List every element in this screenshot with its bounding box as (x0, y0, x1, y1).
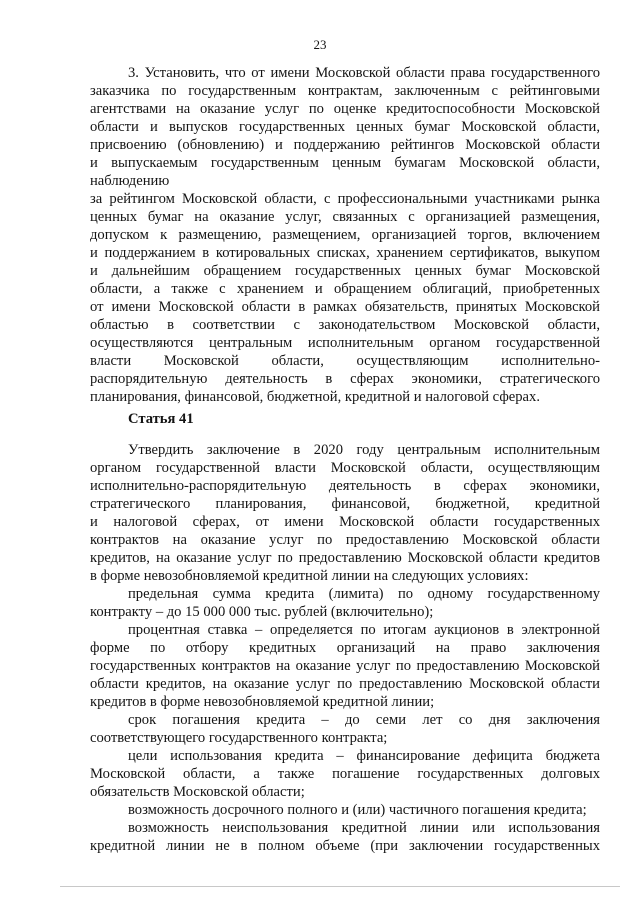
text-line: срок погашения кредита – до семи лет со дня заключения (128, 712, 600, 728)
text-line: возможность досрочного полного и (или) частичного погашения кредита; (128, 802, 587, 818)
text-line: и поддержанием в котировальных списках, хранением сертификатов, выкупом (90, 245, 600, 261)
text-line: ценных бумаг на оказание услуг, связанных с организацией размещения, (90, 209, 600, 225)
text-line: области, а также с хранением и обращением облигаций, приобретенных (90, 281, 600, 297)
text-line: форме по отбору кредитных организаций на право заключения (90, 640, 600, 656)
text-line: кредитов в форме невозобновляемой кредитной линии; (90, 694, 435, 710)
text-line: контрактов на оказание услуг по предоставлению Московской области (90, 532, 600, 548)
text-line: и дальнейшим обращением государственных ценных бумаг Московской (90, 263, 600, 279)
text-line: допуском к размещению, размещением, организацией торгов, включением (90, 227, 600, 243)
text-line: государственных контрактов на оказание услуг по предоставлению Московской (90, 658, 600, 674)
page-number: 23 (313, 37, 327, 52)
article-41-text (90, 441, 600, 855)
text-line: за рейтингом Московской области, с профессиональными участниками рынка (90, 191, 600, 207)
text-line: Утвердить заключение в 2020 году центральным исполнительным (128, 442, 600, 458)
text-line: областью в соответствии с законодательством Московской области, (90, 317, 600, 333)
text-line: предельная сумма кредита (лимита) по одному государственному (128, 586, 600, 602)
text-line: цели использования кредита – финансирование дефицита бюджета (128, 748, 600, 764)
text-line: обязательств Московской области; (90, 784, 305, 800)
text-line: кредитной линии не в полном объеме (при заключении государственных (90, 838, 600, 854)
text-line: контракту – до 15 000 000 тыс. рублей (включительно); (90, 604, 434, 620)
text-line: заказчика по государственным контрактам, заключенным с рейтинговыми (90, 83, 600, 99)
text-line: области кредитов, на оказание услуг по предоставлению Московской области (90, 676, 600, 692)
section-3-text (90, 64, 600, 406)
bottom-rule (60, 886, 620, 887)
text-line: планирования, финансовой, бюджетной, кредитной и налоговой сферах. (90, 389, 540, 405)
text-line: присвоению (обновлению) и поддержанию рейтингов Московской области (90, 137, 600, 153)
text-line: области и выпусков государственных ценных бумаг Московской области, (90, 119, 600, 135)
text-line: власти Московской области, осуществляющим исполнительно- (90, 353, 600, 369)
text-line: и выпускаемым государственным ценным бумагам Московской области, (90, 155, 600, 171)
text-line: стратегического планирования, финансовой, бюджетной, кредитной (90, 496, 600, 512)
text-line: агентствами на оказание услуг по оценке кредитоспособности Московской (90, 101, 600, 117)
text-line: соответствующего государственного контракта; (90, 730, 388, 746)
text-line: исполнительно-распорядительную деятельность в сферах экономики, (90, 478, 600, 494)
text-line: осуществляются центральным исполнительным органом государственной (90, 335, 600, 351)
text-line: кредитов, на оказание услуг по предоставлению Московской области кредитов (90, 550, 600, 566)
text-line: Московской области, а также погашение государственных долговых (90, 766, 600, 782)
text-line: наблюдению (90, 173, 170, 189)
text-line: и налоговой сферах, от имени Московской области государственных (90, 514, 600, 530)
text-line: органом государственной власти Московской области, осуществляющим (90, 460, 600, 476)
text-line: распорядительную деятельность в сферах экономики, стратегического (90, 371, 600, 387)
text-line: процентная ставка – определяется по итогам аукционов в электронной (128, 622, 600, 638)
text-line: в форме невозобновляемой кредитной линии на следующих условиях: (90, 568, 529, 584)
article-heading: Статья 41 (128, 411, 194, 427)
text-line: возможность неиспользования кредитной линии или использования (128, 820, 600, 836)
text-line: от имени Московской области в рамках обязательств, принятых Московской (90, 299, 600, 315)
text-line: 3. Установить, что от имени Московской области права государственного (128, 65, 600, 81)
